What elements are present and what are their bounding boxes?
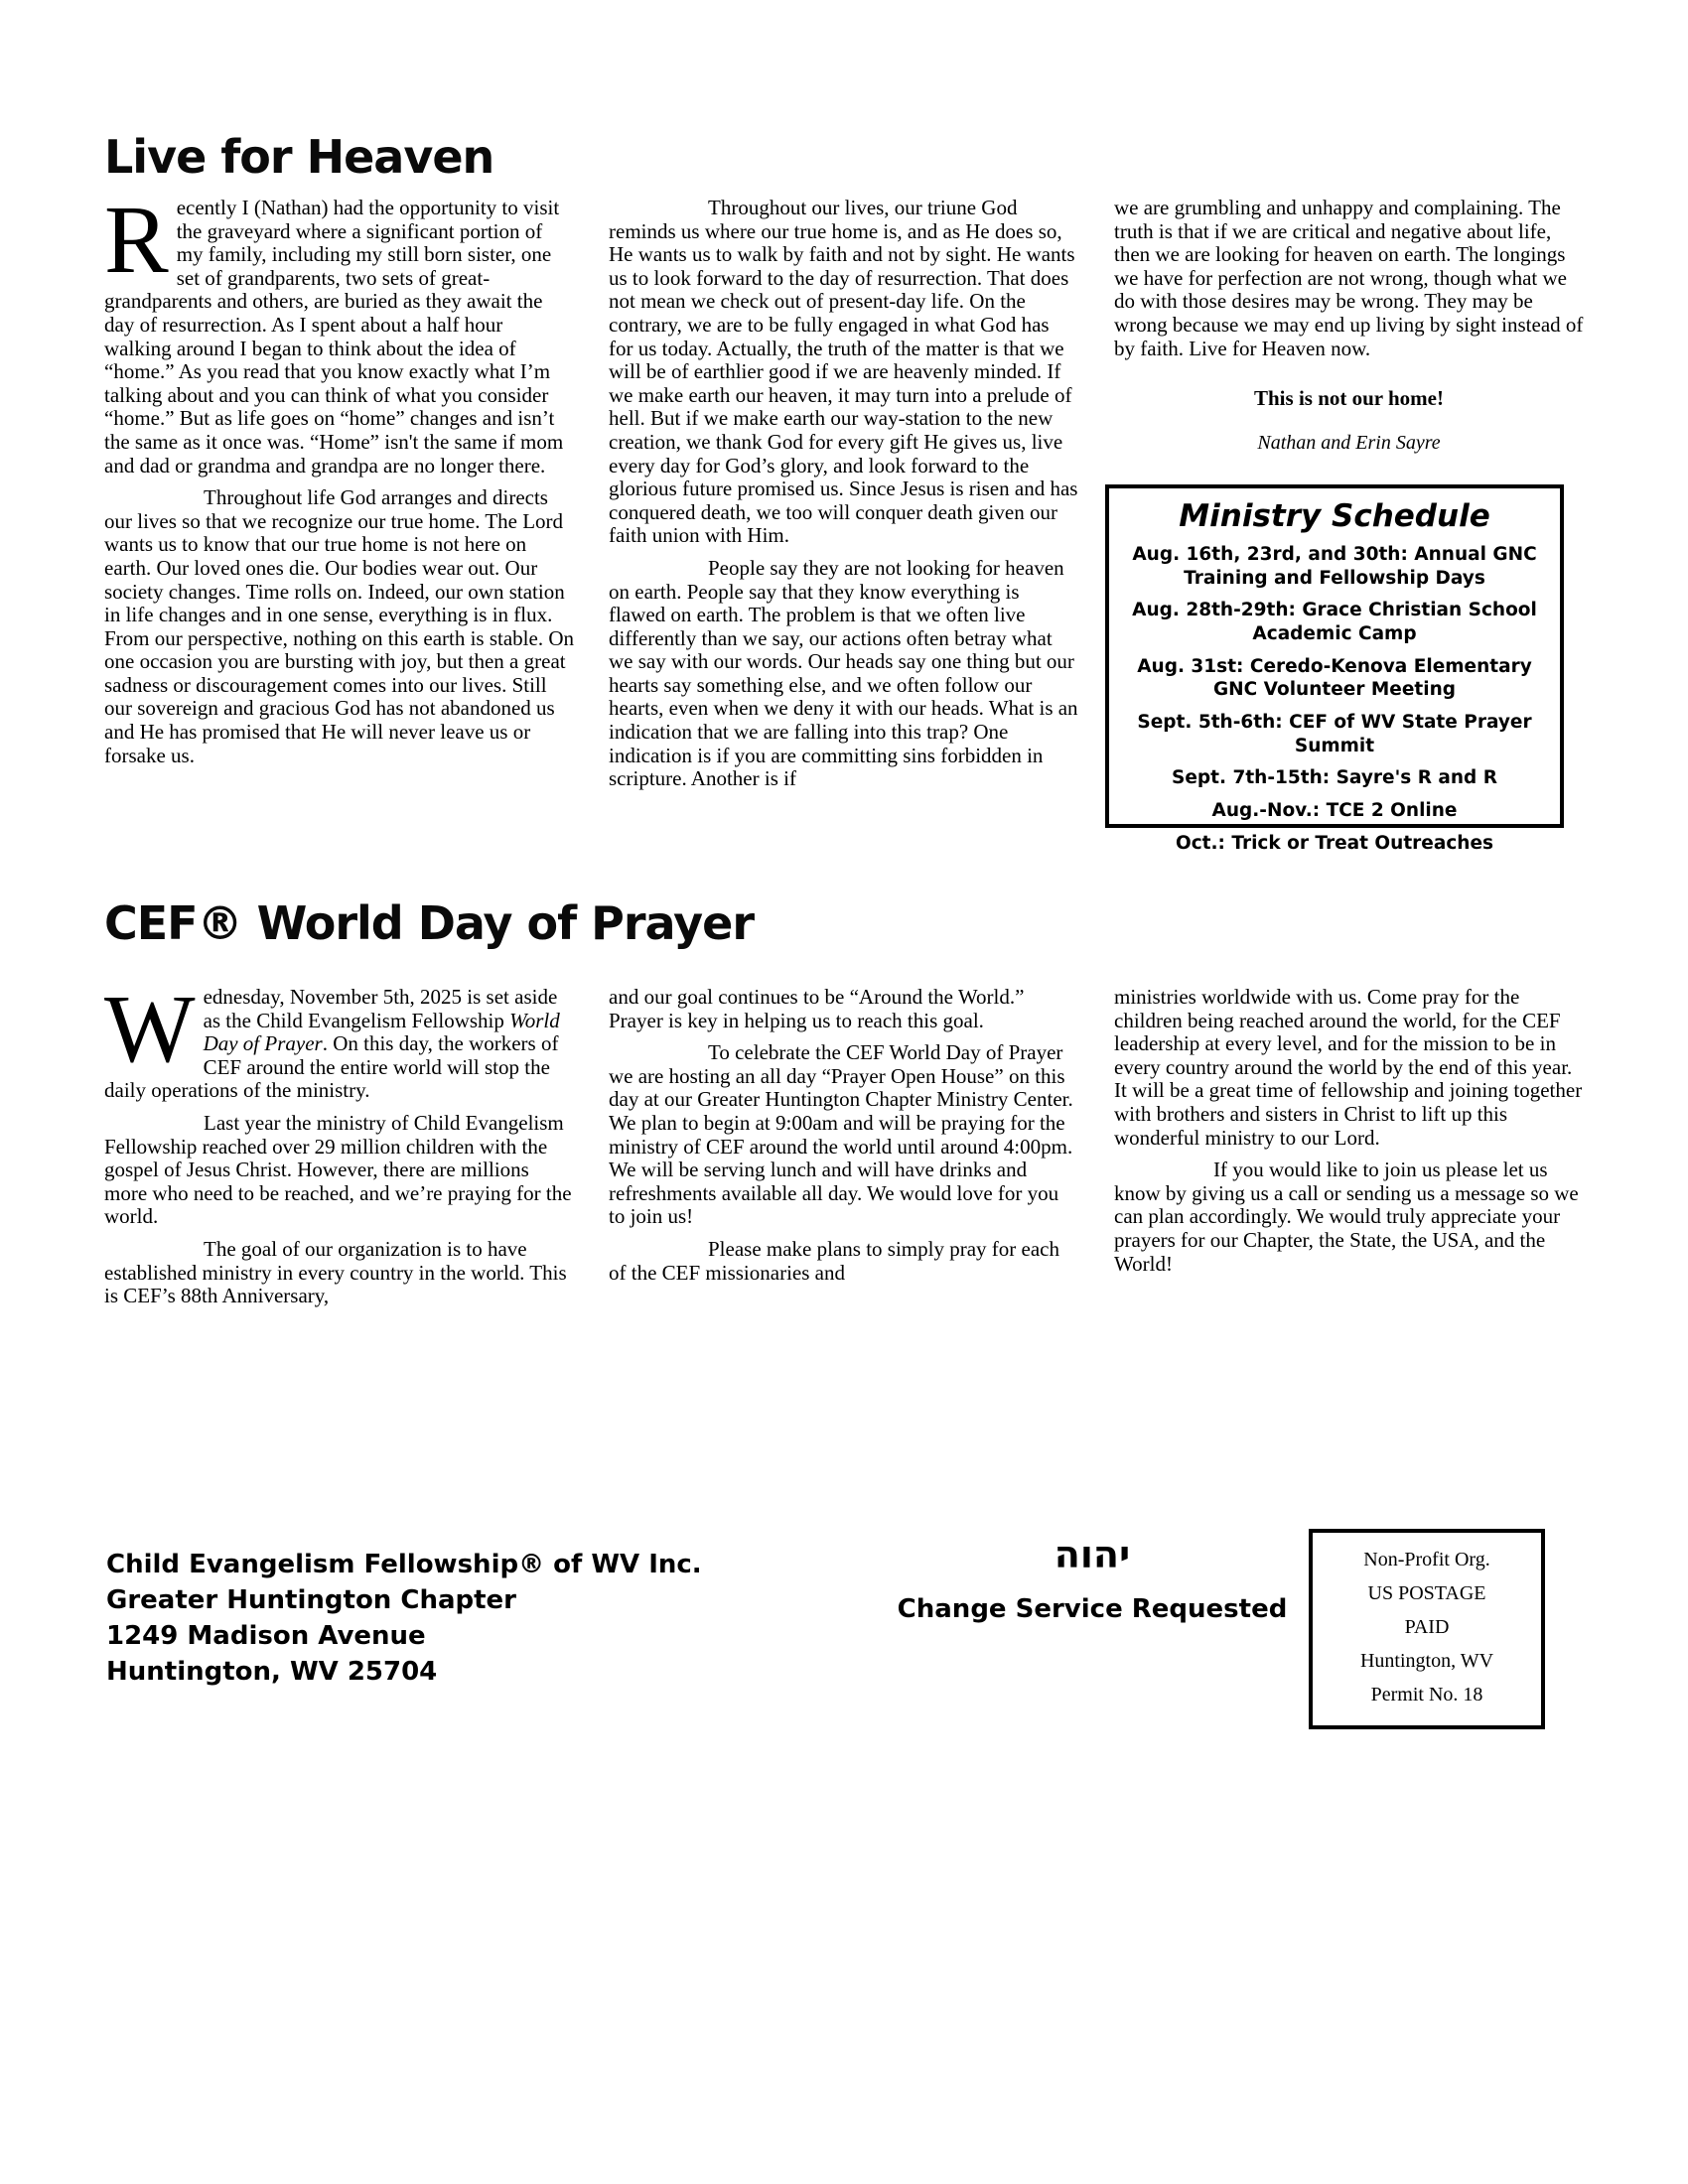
paragraph: If you would like to join us please let us know by giving us a call or sending us a message so we can plan accordingly. We would truly appreciate your prayers for our Chapter, the State, the USA, and the World! — [1114, 1158, 1579, 1276]
byline: Nathan and Erin Sayre — [1257, 431, 1441, 454]
postage-line: Permit No. 18 — [1370, 1684, 1483, 1706]
ministry-schedule-title: Ministry Schedule — [1179, 498, 1490, 534]
paragraph: To celebrate the CEF World Day of Prayer we are hosting an all day “Prayer Open House” on this day at our Greater Huntington Chapter Ministry Center. We plan to begin at 9:00am and will be praying for the ministry of CEF around the world until around 4:00pm. We will be serving lunch and will have drinks and refreshments available all day. We would love for you to join us! — [609, 1040, 1073, 1229]
postage-line: Huntington, WV — [1359, 1650, 1494, 1672]
paragraph: Last year the ministry of Child Evangelism Fellowship reached over 29 million children with the gospel of Jesus Christ. However, there are millions more who need to be reached, and we’re praying for the world. — [104, 1110, 572, 1229]
postage-permit-box — [1309, 1529, 1545, 1729]
paragraph: Please make plans to simply pray for each of the CEF missionaries and — [609, 1236, 1059, 1285]
article1-title: Live for Heaven — [104, 129, 494, 184]
article1-column-2 — [609, 197, 1078, 791]
paragraph: and our goal continues to be “Around the World.” Prayer is key in helping us to reach this goal. — [609, 985, 1025, 1032]
paragraph: People say they are not looking for heaven on earth. People say that they know everything is flawed on earth. The problem is that we often live differently than we say, our actions often betray what we say with our words. Our heads say one thing but our hearts say something else, and we often follow our hearts, even when we deny it with our heads. What is an indication that we are falling into this trap? One indication is if you are committing sins forbidden in scripture. Another is if — [609, 555, 1078, 791]
article2-column-2 — [609, 986, 1078, 1285]
paragraph — [104, 187, 574, 478]
address-line: 1249 Madison Avenue — [106, 1621, 426, 1651]
sender-address — [106, 1547, 702, 1690]
pull-quote: This is not our home! — [1254, 386, 1444, 411]
address-line: Child Evangelism Fellowship® of WV Inc. — [106, 1550, 702, 1579]
schedule-item: Sept. 5th-6th: CEF of WV State Prayer Summit — [1137, 712, 1532, 756]
article1-column-3 — [1114, 197, 1584, 475]
paragraph: Throughout life God arranges and directs our lives so that we recognize our true home. The Lord wants us to know that our true home is not here on earth. Our loved ones die. Our bodies wear out. Our society changes. Time rolls on. Indeed, our own station in life changes and in one sense, everything is in flux. From our perspective, nothing on this earth is stable. On one occasion you are bursting with joy, but then a great sadness or discouragement comes into our lives. Still our sovereign and gracious God has not abandoned us and He has promised that He will never leave us or forsake us. — [104, 485, 575, 767]
hebrew-tetragrammaton: יהוה — [1054, 1533, 1131, 1576]
postage-line: Non-Profit Org. — [1363, 1549, 1490, 1570]
drop-cap: W — [104, 976, 196, 1082]
paragraph-text: ednesday, November 5th, 2025 is set aside as the Child Evangelism Fellowship — [203, 985, 558, 1032]
schedule-item: Sept. 7th-15th: Sayre's R and R — [1172, 767, 1497, 789]
article1-column-1 — [104, 187, 575, 767]
paragraph-text: ecently I (Nathan) had the opportunity to visit the graveyard where a significant portion of my family, including my still born sister, one set of grandparents, two sets of great-grandparents and others, are buried as they await the day of resurrection. As I spent about a half hour walking around I began to think about the idea of “home.” As you read that you know exactly what I’m talking about and you can think of what you consider “home.” But as life goes on “home” changes and isn’t the same as it once was. “Home” isn't the same if mom and dad or grandma and grandpa are no longer there. — [104, 196, 564, 478]
schedule-item: Oct.: Trick or Treat Outreaches — [1175, 832, 1494, 854]
paragraph: ministries worldwide with us. Come pray for the children being reached around the world, for the CEF leadership at every level, and for the mission to be in every country around the world by the end of this year. It will be a great time of fellowship and joining together with brothers and sisters in Christ to lift up this wonderful ministry to our Lord. — [1114, 985, 1583, 1150]
paragraph: The goal of our organization is to have established ministry in every country in the world. This is CEF’s 88th Anniversary, — [104, 1236, 567, 1308]
schedule-item: Aug. 16th, 23rd, and 30th: Annual GNC Training and Fellowship Days — [1132, 544, 1537, 589]
paragraph: Throughout our lives, our triune God reminds us where our true home is, and as He does so, He wants us to walk by faith and not by sight. He wants us to look forward to the day of resurrection. That does not mean we check out of present-day life. On the contrary, we are to be fully engaged in what God has for us today. Actually, the truth of the matter is that we will be of earthlier good if we are heavenly minded. If we make earth our heaven, it may turn into a prelude of hell. But if we make earth our way-station to the new creation, we thank God for every gift He gives us, live every day for God’s glory, and look forward to the glorious future promised us. Since Jesus is risen and has conquered death, we too will conquer death given our faith union with Him. — [609, 196, 1078, 548]
ministry-schedule-box — [1105, 484, 1564, 854]
schedule-item: Aug. 28th-29th: Grace Christian School Academic Camp — [1132, 600, 1537, 645]
article2-title: CEF® World Day of Prayer — [104, 895, 755, 950]
article2-column-3 — [1114, 986, 1584, 1276]
article2-column-1 — [104, 976, 574, 1308]
italic-phrase: World Day of Prayer — [203, 1008, 560, 1056]
paragraph — [104, 976, 574, 1103]
service-note: Change Service Requested — [897, 1594, 1288, 1624]
drop-cap: R — [104, 187, 169, 293]
address-line: Huntington, WV 25704 — [106, 1657, 438, 1687]
paragraph: we are grumbling and unhappy and complaining. The truth is that if we are critical and negative about life, then we are looking for heaven on earth. The longings we have for perfection are not wrong, though what we do with those desires may be wrong. They may be wrong because we may end up living by sight instead of by faith. Live for Heaven now. — [1114, 196, 1584, 360]
address-line: Greater Huntington Chapter — [106, 1585, 517, 1615]
paragraph-text: . On this day, the workers of CEF around the entire world will stop the daily operations of the ministry. — [104, 1031, 559, 1103]
postage-line: PAID — [1404, 1616, 1450, 1638]
schedule-item: Aug.-Nov.: TCE 2 Online — [1211, 800, 1458, 822]
schedule-item: Aug. 31st: Ceredo-Kenova Elementary GNC Volunteer Meeting — [1137, 655, 1532, 701]
postage-line: US POSTAGE — [1367, 1582, 1486, 1604]
